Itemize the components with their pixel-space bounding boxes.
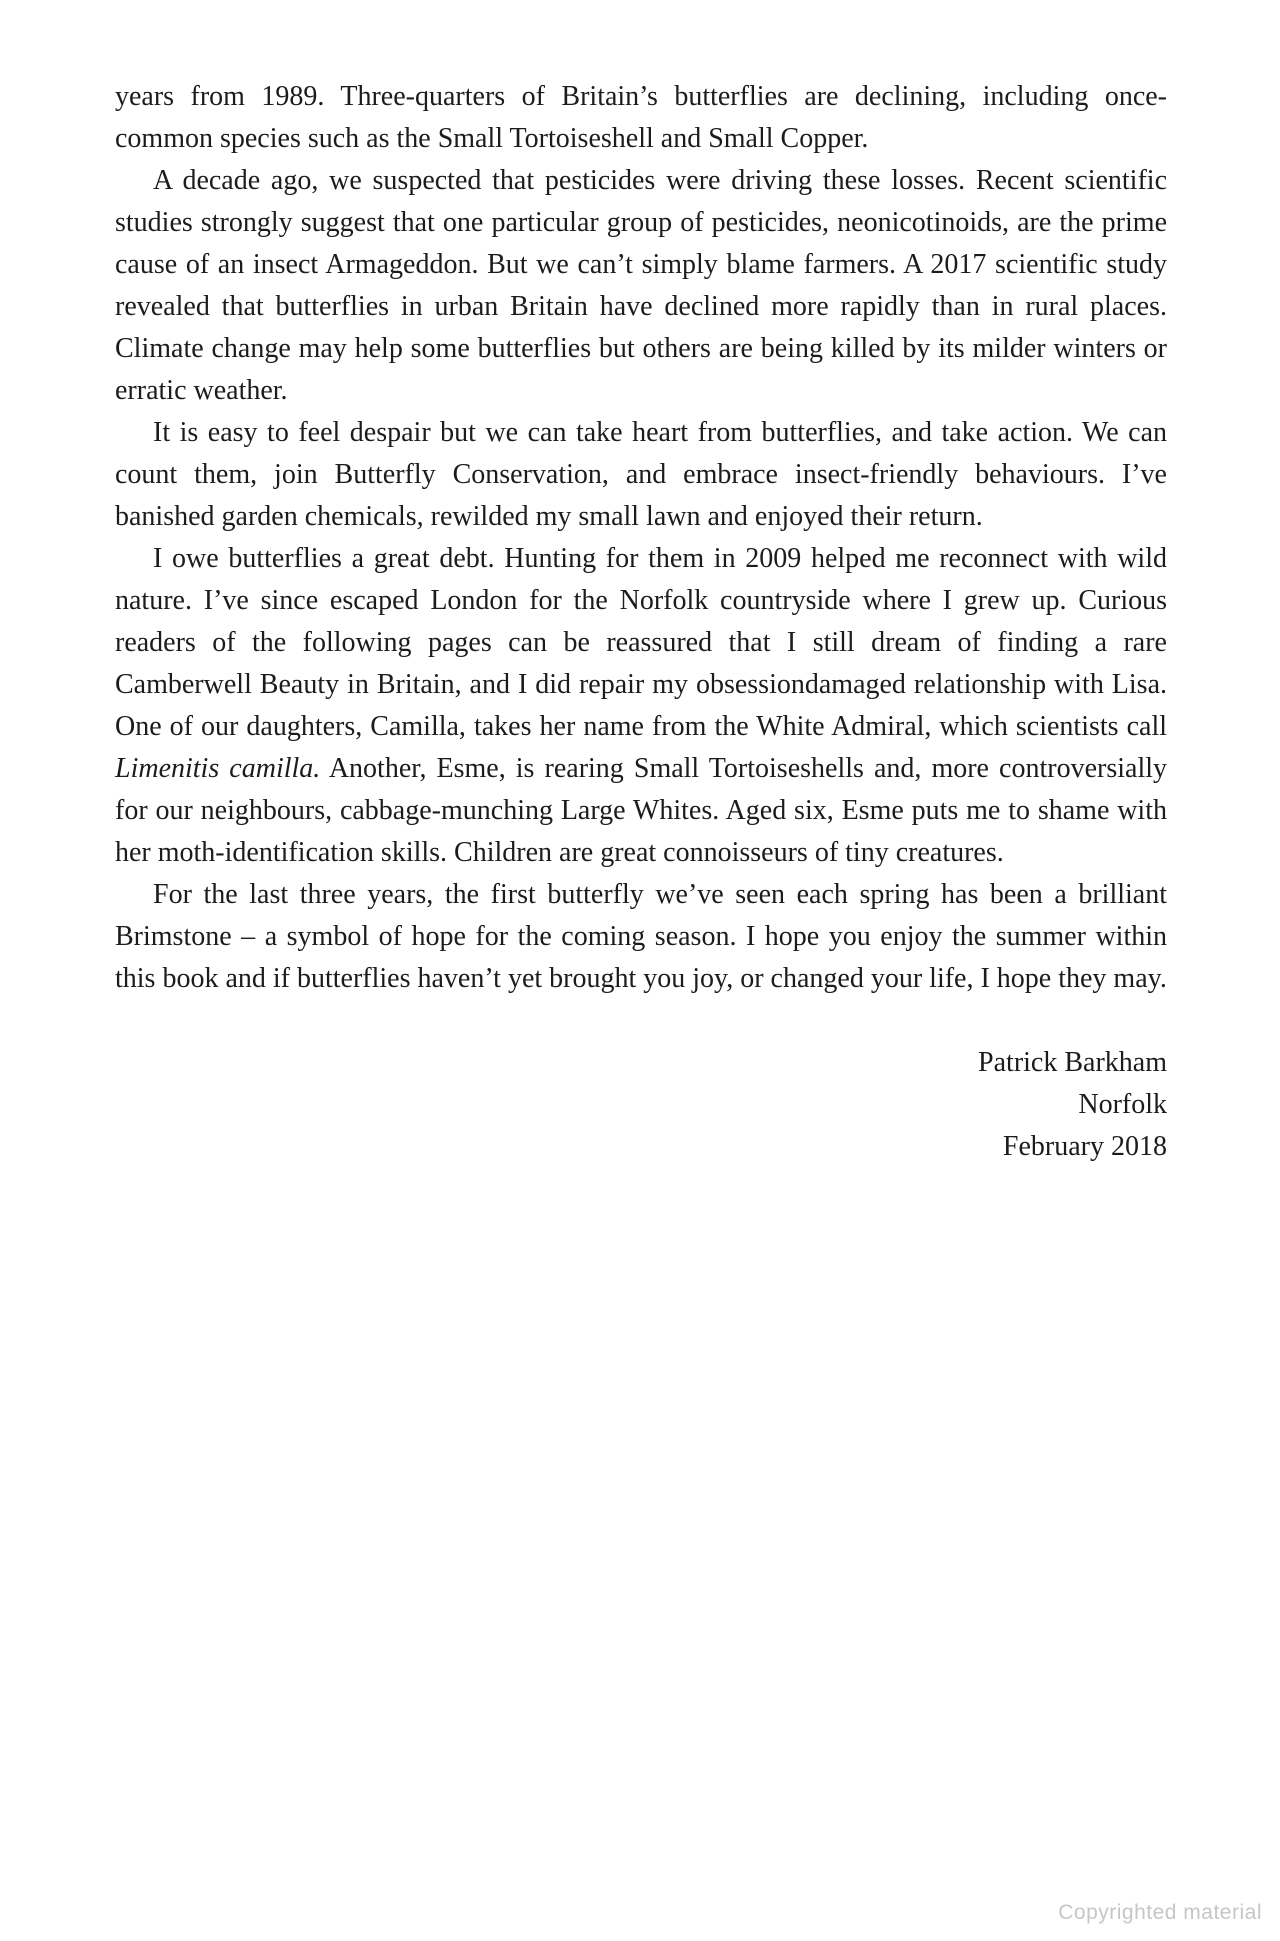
copyright-watermark: Copyrighted material bbox=[1058, 1901, 1262, 1924]
paragraph-text: For the last three years, the first butterfly we’ve seen each spring has been a brilliant Brimstone – a symbol of hope for the coming season. I hope you enjoy the summer within this book and if butterflies haven’t yet brought you joy, or changed your life, I hope they may. bbox=[115, 879, 1167, 994]
paragraph-text: years from 1989. Three-quarters of Britain’s butterflies are declining, including once-common species such as the Small Tortoiseshell and Small Copper. bbox=[115, 81, 1167, 154]
paragraph-text: It is easy to feel despair but we can take heart from butterflies, and take action. We can count them, join Butterfly Conservation, and embrace insect-friendly behaviours. I’ve banished garden chemicals, rewilded my small lawn and enjoyed their return. bbox=[115, 417, 1167, 532]
paragraph bbox=[115, 412, 1167, 538]
paragraph bbox=[115, 538, 1167, 874]
signature-line: Norfolk bbox=[1078, 1089, 1167, 1120]
paragraph bbox=[115, 76, 1167, 160]
signature-block bbox=[115, 1042, 1167, 1168]
paragraph bbox=[115, 874, 1167, 1000]
signature-line: Patrick Barkham bbox=[978, 1047, 1167, 1078]
signature-line: February 2018 bbox=[1002, 1131, 1167, 1162]
paragraph-text: Another, Esme, is rearing Small Tortoiseshells and, more controversially for our neighbours, cabbage-munching Large Whites. Aged six, Esme puts me to shame with her moth-identification skills. Children are great connoisseurs of tiny creatures. bbox=[115, 753, 1167, 868]
paragraph-text: A decade ago, we suspected that pesticides were driving these losses. Recent scientific studies strongly suggest that one particular group of pesticides, neonicotinoids, are the prime cause of an insect Armageddon. But we can’t simply blame farmers. A 2017 scientific study revealed that butterflies in urban Britain have declined more rapidly than in rural places. Climate change may help some butterflies but others are being killed by its milder winters or erratic weather. bbox=[115, 165, 1167, 406]
body-text bbox=[115, 76, 1167, 1168]
species-name-italic: Limenitis camilla. bbox=[115, 753, 321, 784]
paragraph-text: I owe butterflies a great debt. Hunting for them in 2009 helped me reconnect with wild nature. I’ve since escaped London for the Norfolk countryside where I grew up. Curious readers of the following pages can be reassured that I still dream of finding a rare Camberwell Beauty in Britain, and I did repair my obsessiondamaged relationship with Lisa. One of our daughters, Camilla, takes her name from the White Admiral, which scientists call bbox=[115, 543, 1167, 742]
paragraph bbox=[115, 160, 1167, 412]
